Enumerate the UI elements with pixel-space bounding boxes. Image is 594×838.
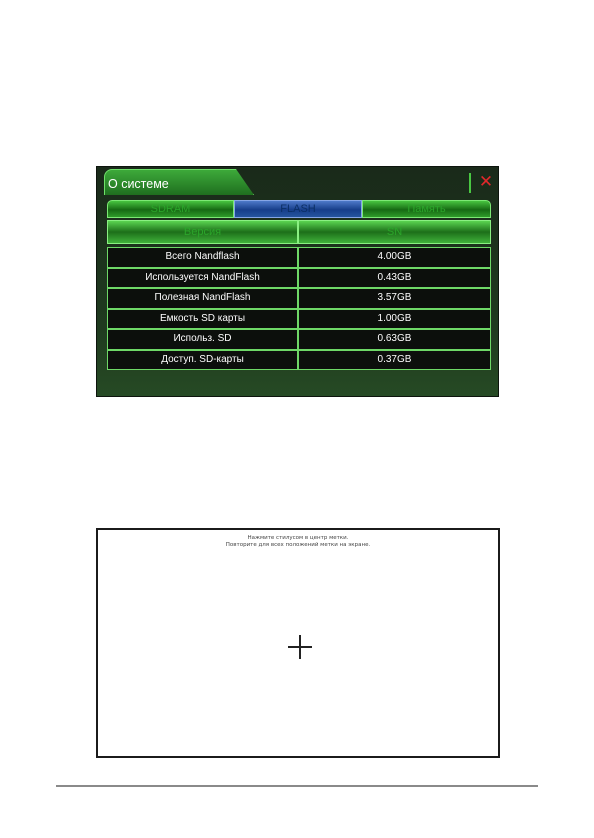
calibration-instruction: Нажмите стилусом в центр метки. bbox=[247, 535, 349, 541]
sn-button[interactable]: SN bbox=[298, 220, 491, 244]
tab-sdram[interactable]: SDRAM bbox=[107, 200, 234, 218]
close-icon[interactable]: ✕ bbox=[478, 172, 494, 192]
info-table bbox=[107, 247, 491, 370]
window-title: О системе bbox=[108, 177, 169, 191]
row-label: Используется NandFlash bbox=[107, 268, 298, 289]
table-header bbox=[107, 220, 491, 244]
row-value: 0.37GB bbox=[298, 350, 491, 371]
row-label: Доступ. SD-карты bbox=[107, 350, 298, 371]
crosshair-target-icon[interactable] bbox=[288, 635, 312, 659]
calibration-screen[interactable] bbox=[96, 528, 500, 758]
row-value: 0.63GB bbox=[298, 329, 491, 350]
system-info-window bbox=[96, 166, 499, 397]
table-row bbox=[107, 309, 491, 330]
footer-divider bbox=[56, 785, 538, 787]
row-value: 4.00GB bbox=[298, 247, 491, 268]
row-value: 3.57GB bbox=[298, 288, 491, 309]
table-row bbox=[107, 268, 491, 289]
row-value: 0.43GB bbox=[298, 268, 491, 289]
row-label: Всего Nandflash bbox=[107, 247, 298, 268]
crosshair-vertical bbox=[299, 635, 301, 659]
table-row bbox=[107, 247, 491, 268]
row-label: Использ. SD bbox=[107, 329, 298, 350]
tab-flash[interactable]: FLASH bbox=[234, 200, 362, 218]
row-label: Емкость SD карты bbox=[107, 309, 298, 330]
title-separator bbox=[469, 173, 471, 193]
table-row bbox=[107, 329, 491, 350]
table-row bbox=[107, 350, 491, 371]
table-row bbox=[107, 288, 491, 309]
version-button[interactable]: Версия bbox=[107, 220, 298, 244]
title-bar bbox=[97, 167, 498, 195]
tab-bar bbox=[107, 200, 491, 218]
row-label: Полезная NandFlash bbox=[107, 288, 298, 309]
tab-memory[interactable]: Память bbox=[362, 200, 491, 218]
calibration-instruction-repeat: Повторите для всех положений метки на экране. bbox=[225, 542, 371, 548]
row-value: 1.00GB bbox=[298, 309, 491, 330]
